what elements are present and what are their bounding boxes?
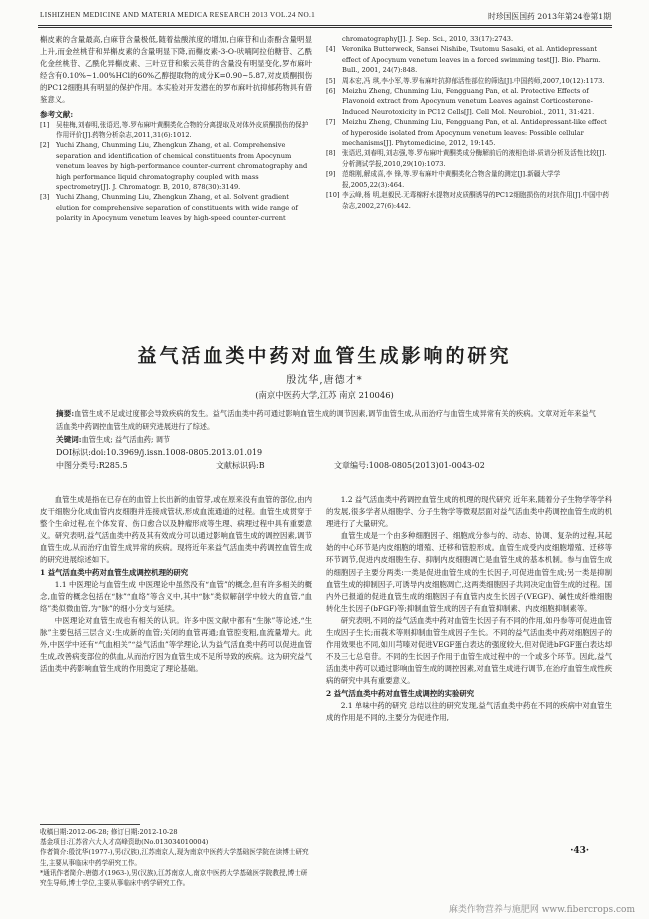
- reference-text: Meizhu Zheng, Chunming Liu, Fengguang Pan, et al. Antidepressant-like effect of hyperoside isolated from Apocynum venetum leaves: Possible cellular mechanisms[J]. Phytomedicine, 2012, 19:145.: [342, 118, 607, 148]
- reference-number: [9]: [326, 170, 336, 179]
- page-number: ·43·: [570, 846, 589, 856]
- references-list-right: [326, 34, 612, 211]
- reference-number: [326, 34, 342, 44]
- article-authors: 殷沈华,唐德才*: [286, 375, 363, 386]
- reference-item: [326, 34, 612, 44]
- header-rule: [38, 25, 612, 26]
- body-left-column: [40, 494, 312, 675]
- keywords-text: 血管生成; 益气活血药; 调节: [81, 435, 171, 444]
- abstract: [56, 407, 596, 433]
- reference-text: 李云峰,杨 明,赵毅民.无毒棉籽水提物对皮质酮诱导的PC12细胞损伤的对抗作用[J].中国中药杂志,2002,27(6):442.: [342, 191, 609, 210]
- reference-item: [40, 192, 312, 223]
- prev-article-right-column: [326, 34, 612, 211]
- watermark: 麻类作物营养与施肥网 www.fibercrops.com: [448, 905, 635, 915]
- header-rule-thin: [38, 27, 612, 28]
- reference-item: [326, 190, 612, 211]
- document-code: 文献标识码:B: [216, 461, 265, 470]
- article-metadata: [56, 407, 596, 472]
- reference-number: [4]: [326, 45, 336, 54]
- prev-article-left-column: [40, 34, 312, 224]
- reference-item: [40, 140, 312, 192]
- reference-text: 张语迟,刘春明,刘志强,等.罗布麻叶黄酮类成分酶解前后的液相色谱-质谱分析及活性比较[J].分析测试学报,2010,29(10):1073.: [342, 149, 607, 168]
- reference-number: [8]: [326, 149, 336, 158]
- reference-text: 吴桂梅,刘春明,张语迟,等.罗布麻叶黄酮类化合物的分离提取及对体外皮质酮损伤的保护作用评价[J].药物分析杂志,2011,31(6):1012.: [56, 120, 309, 139]
- prev-article-conclusion: 槲皮素的含量最高,白麻苷含量极低,随着盐酸浓度的增加,白麻苷和山柰酚含量明显上升,而金丝桃苷和异槲皮素的含量明显下降,而槲皮素-3-O-吠喃阿拉伯糖苷、乙酰化金丝桃苷、乙酰化异槲皮素、三叶豆苷和紫云英苷的含量没有明显变化,罗布麻叶经含有0.10%~1.00%HCl的60%乙醇提取物的成分K=0.90~5.87,对皮质酮损伤的PC12细胞具有明显的保护作用。本实验对开发潜在的罗布麻叶抗抑郁药物具有借鉴意义。: [40, 35, 312, 105]
- section-1-heading: 1 益气活血类中药对血管生成调控机理的研究: [40, 567, 189, 577]
- references-heading: 参考文献:: [40, 109, 74, 119]
- references-list-left: [40, 120, 312, 224]
- reference-text: Yuchi Zhang, Chunming Liu, Zhengkun Zhang, et al. Solvent gradient elution for comprehensive separation of constituents with wide range of polarity in Apocynum venetum leaves by high-speed counter-current: [56, 193, 298, 223]
- abstract-label: 摘要:: [56, 409, 75, 418]
- body-right-column: [326, 494, 612, 724]
- abstract-text: 血管生成不足或过度都会导致疾病的发生。益气活血类中药可通过影响血管生成的调节因素,调节血管生成,从而治疗与血管生成异常有关的疾病。文章对近年来益气活血类中药调控血管生成的研究进展进行了综述。: [56, 409, 596, 431]
- intro-paragraph: 血管生成是指在已存在的血管上长出新的血管芽,或在原来没有血管的部位,由内皮干细胞分化成血管内皮细胞并连接成管状,形成血流通道的过程。血管生成贯穿于整个生命过程,在个体发育、伤口愈合以及肿瘤形成等生理、病理过程中具有重要意义。研究表明,益气活血类中药及其有效成分可以通过影响血管生成的调控因素,调节血管生成,从而治疗血管生成异常的疾病。现将近年来益气活血类中药调控血管生成的研究进展综述如下。: [40, 495, 312, 565]
- footnote-author-bio: 作者简介:殷沈华(1977-),男(汉族),江苏南京人,现为南京中医药大学基础医学院在读博士研究生,主要从事临床中药学研究工作。: [40, 848, 309, 867]
- reference-item: [326, 76, 612, 86]
- research-paragraph: 研究表明,不同的益气活血类中药对血管生长因子有不同的作用,如丹参等可促进血管生成因子生长;而莪术等则抑制血管生成因子生长。不同的益气活血类中药对细胞因子的作用效果也不同,如川芎嗪对促进VEGF蛋白表达的强度较大,但对促进bFGF蛋白表达却不及三七总皂苷。不同的生长因子作用于血管生成过程中的一个或多个环节。因此,益气活血类中药可以通过影响血管生成的调控因素,对血管生成进行调节,在治疗血管生成性疾病的研究中具有重要意义。: [326, 615, 612, 686]
- section-1-1-paragraph: 1.1 中医理论与血管生成 中医理论中虽然没有“血管”的概念,但有许多相关的概念,血管的概念包括在“脉”“血络”等含义中,其中“脉”类似解剖学中较大的血管,“血络”类似微血管,为“脉”的细小分支与延续。: [40, 579, 312, 613]
- reference-text: Meizhu Zheng, Chunming Liu, Fengguang Pan, et al. Protective Effects of Flavonoid extract from Apocynum venetum Leaves against Corticosterone-Induced Neurotoxicity in PC12 Cells[J]. Cell Mol. Neurobiol., 2011, 31:421.: [342, 87, 595, 116]
- reference-item: [40, 120, 312, 141]
- reference-number: [6]: [326, 87, 336, 96]
- article-affiliation: (南京中医药大学,江苏 南京 210046): [255, 390, 394, 400]
- reference-item: [326, 148, 612, 169]
- section-1-2-paragraph: 1.2 益气活血类中药调控血管生成的机理的现代研究 近年来,随着分子生物学等学科的发展,很多学者从细胞学、分子生物学等微观层面对益气活血类中药调控血管生成的机理进行了大量研究。: [326, 495, 612, 529]
- reference-number: [7]: [326, 118, 336, 127]
- journal-header-en: LISHIZHEN MEDICINE AND MATERIA MEDICA RESEARCH 2013 VOL.24 NO.1: [40, 11, 316, 19]
- keywords: [56, 433, 596, 446]
- clc-number: 中图分类号:R285.5: [56, 461, 128, 470]
- keywords-label: 关键词:: [56, 435, 82, 444]
- doi: DOI标识:doi:10.3969/j.issn.1008-0805.2013.01.019: [56, 448, 263, 457]
- article-title: 益气活血类中药对血管生成影响的研究: [137, 345, 512, 367]
- reference-item: [326, 169, 612, 190]
- article-number: 文章编号:1008-0805(2013)01-0043-02: [334, 461, 485, 470]
- reference-text: Yuchi Zhang, Chunming Liu, Zhengkun Zhang, et al. Comprehensive separation and identification of chemical constituents from Apocynum venetum leaves by high-performance counter-current chromatography and high performance liquid chromatography coupled with mass spectrometry[J]. J. Chromatogr. B, 2010, 878(30):3149.: [56, 141, 308, 191]
- reference-item: [326, 86, 612, 117]
- reference-number: [3]: [40, 193, 50, 202]
- footnote-fund: 基金项目:江苏省六大人才高峰资助(No.013034010004): [40, 838, 209, 847]
- reference-text: Veronika Butterweck, Sansei Nishibe, Tsutomu Sasaki, et al. Antidepressant effect of Apocynum venetum leaves in a forced swimming test[J]. Bio. Pharm. Bull., 2001, 24(7):848.: [342, 45, 601, 75]
- footnote-corresponding: *通讯作者简介:唐德才(1963-),男(汉族),江苏南京人,南京中医药大学基础医学院教授,博士研究生导师,博士学位,主要从事临床中药学研究工作。: [40, 868, 308, 888]
- reference-item: [326, 44, 612, 75]
- reference-number: [5]: [326, 76, 336, 85]
- classification-row: [56, 459, 596, 472]
- reference-text: 周本宏,冯 琪,李小军,等.罗布麻叶抗抑郁活性部位的筛选[J].中国药师,2007,10(12):1173.: [342, 76, 605, 85]
- footnote: [40, 827, 312, 888]
- section-2-1-paragraph: 2.1 单味中药的研究 总结以往的研究发现,益气活血类中药在不同的疾病中对血管生成的作用是不同的,主要分为促进作用,: [326, 700, 612, 722]
- journal-header-cn: 时珍国医国药 2013年第24卷第1期: [488, 12, 611, 21]
- footnote-rule: [40, 824, 140, 825]
- mechanism-paragraph: 血管生成是一个由多种细胞因子、细胞成分参与的、动态、协调、复杂的过程,其起始的中心环节是内皮细胞的增殖、迁移和管腔形成。血管生成受内皮细胞增殖、迁移等环节调节,促进内皮细胞生存、抑制内皮细胞凋亡是血管生成的基本机制。参与血管生成的细胞因子主要分两类:一类是促进血管生成的生长因子,可促进血管生成;另一类是抑制血管生成的抑制因子,可诱导内皮细胞凋亡,这两类细胞因子共同决定血管生成的过程。国内外已报道的促进血管生成的细胞因子有血管内皮生长因子(VEGF)、碱性成纤维细胞转化生长因子(bFGF)等;抑制血管生成的因子有血管抑制素、内皮细胞抑制素等。: [326, 531, 612, 613]
- reference-item: [326, 117, 612, 148]
- reference-number: [10]: [326, 191, 340, 200]
- reference-text: chromatography[J]. J. Sep. Sci., 2010, 33(17):2743.: [342, 35, 514, 43]
- reference-number: [1]: [40, 120, 50, 129]
- footnote-received: 收稿日期:2012-06-28; 修订日期:2012-10-28: [40, 828, 178, 836]
- reference-text: 范维刚,解成喜,李 锋,等.罗布麻叶中黄酮类化合物含量的测定[J].新疆大学学报,2005,22(3):464.: [342, 170, 561, 189]
- tcm-theory-paragraph: 中医理论对血管生成也有相关的认识。许多中医文献中都有“生脉”等论述,“生脉”主要包括三层含义:生成新的血管;关闭的血管再通;血管腔变粗,血流量增大。此外,中医学中还有“气血相关”“益气活血”等学理论,认为益气活血类中药可以促进血管生成,改善病变部位的供血,从而治疗因为血管生成不足所导致的疾病。这为研究益气活血类中药影响血管生成的作用奠定了理论基础。: [40, 615, 312, 674]
- reference-number: [2]: [40, 141, 50, 150]
- section-2-heading: 2 益气活血类中药对血管生成调控的实验研究: [326, 688, 475, 698]
